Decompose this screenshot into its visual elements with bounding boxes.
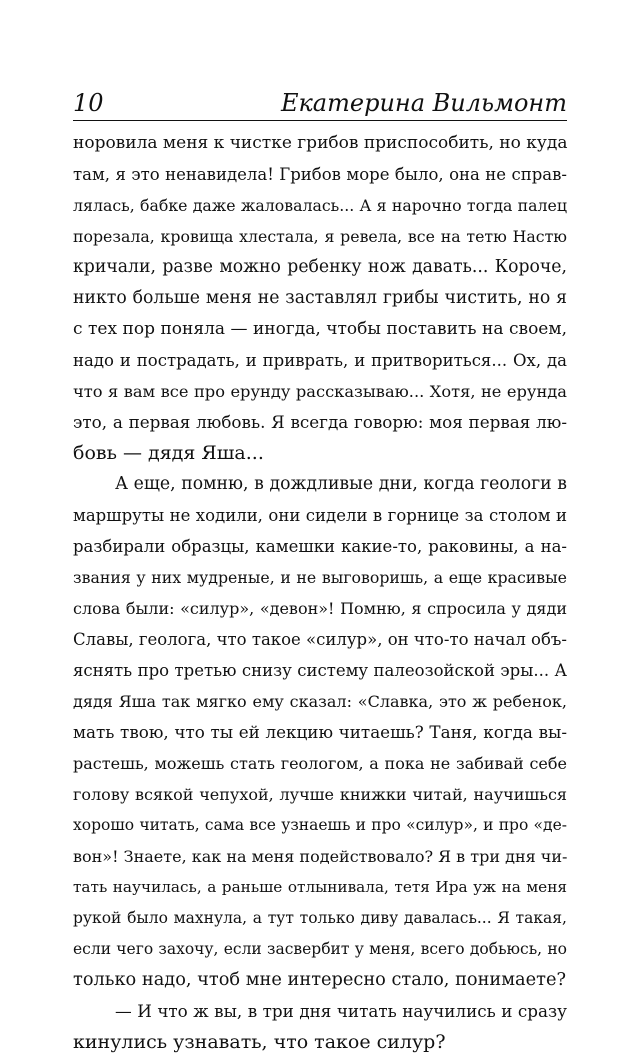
text-line: разбирали образцы, камешки какие-то, раковины, а на- [73, 537, 567, 556]
text-line: лялась, бабке даже жаловалась... А я нарочно тогда палец [73, 196, 567, 215]
text-line: только надо, чтоб мне интересно стало, понимаете? [73, 970, 566, 990]
running-title: Екатерина Вильмонт [280, 89, 567, 117]
text-line: А еще, помню, в дождливые дни, когда геологи в [115, 474, 567, 494]
running-header [73, 88, 567, 122]
text-line: рукой было махнула, а тут только диву давалась... Я такая, [73, 909, 567, 927]
text-line: кричали, разве можно ребенку нож давать... Короче, [73, 257, 567, 277]
text-line: вон»! Знаете, как на меня подействовало? Я в три дня чи- [73, 847, 568, 866]
text-line: что я вам все про ерунду рассказываю... Хотя, не ерунда [73, 382, 567, 401]
text-line: надо и пострадать, и приврать, и притвориться... Ох, да [73, 351, 567, 370]
text-line: дядя Яша так мягко ему сказал: «Славка, это ж ребенок, [73, 692, 567, 711]
body-text [73, 128, 567, 1058]
text-line: никто больше меня не заставлял грибы чистить, но я [73, 288, 567, 308]
text-line: маршруты не ходили, они сидели в горнице за столом и [73, 506, 567, 525]
text-line: Славы, геолога, что такое «силур», он что-то начал объ- [73, 630, 567, 649]
text-line: растешь, можешь стать геологом, а пока не забивай себе [73, 754, 567, 773]
text-line: мать твою, что ты ей лекцию читаешь? Таня, когда вы- [73, 722, 567, 742]
text-line: бовь — дядя Яша... [73, 442, 264, 464]
text-line: кинулись узнавать, что такое силур? [73, 1031, 446, 1053]
text-line: голову всякой чепухой, лучше книжки читай, научишься [73, 785, 567, 804]
text-line: порезала, кровища хлестала, я ревела, все на тетю Настю [73, 227, 567, 246]
text-line: хорошо читать, сама все узнаешь и про «силур», и про «де- [73, 816, 567, 834]
header-rule [73, 120, 567, 121]
text-line: тать научилась, а раньше отлынивала, тетя Ира уж на меня [73, 878, 567, 896]
text-line: — И что ж вы, в три дня читать научились и сразу [115, 1001, 567, 1021]
text-line: с тех пор поняла — иногда, чтобы поставить на своем, [73, 319, 567, 339]
text-line: это, а первая любовь. Я всегда говорю: моя первая лю- [73, 412, 567, 432]
text-line: норовила меня к чистке грибов приспособить, но куда [73, 133, 568, 153]
text-line: звания у них мудреные, и не выговоришь, а еще красивые [73, 568, 567, 587]
text-line: яснять про третью снизу систему палеозойской эры... А [73, 661, 567, 680]
text-line: там, я это ненавидела! Грибов море было, она не справ- [73, 165, 567, 184]
text-line: слова были: «силур», «девон»! Помню, я спросила у дяди [73, 599, 567, 618]
page-number: 10 [73, 89, 104, 117]
text-line: если чего захочу, если засвербит у меня, всего добьюсь, но [73, 940, 567, 958]
